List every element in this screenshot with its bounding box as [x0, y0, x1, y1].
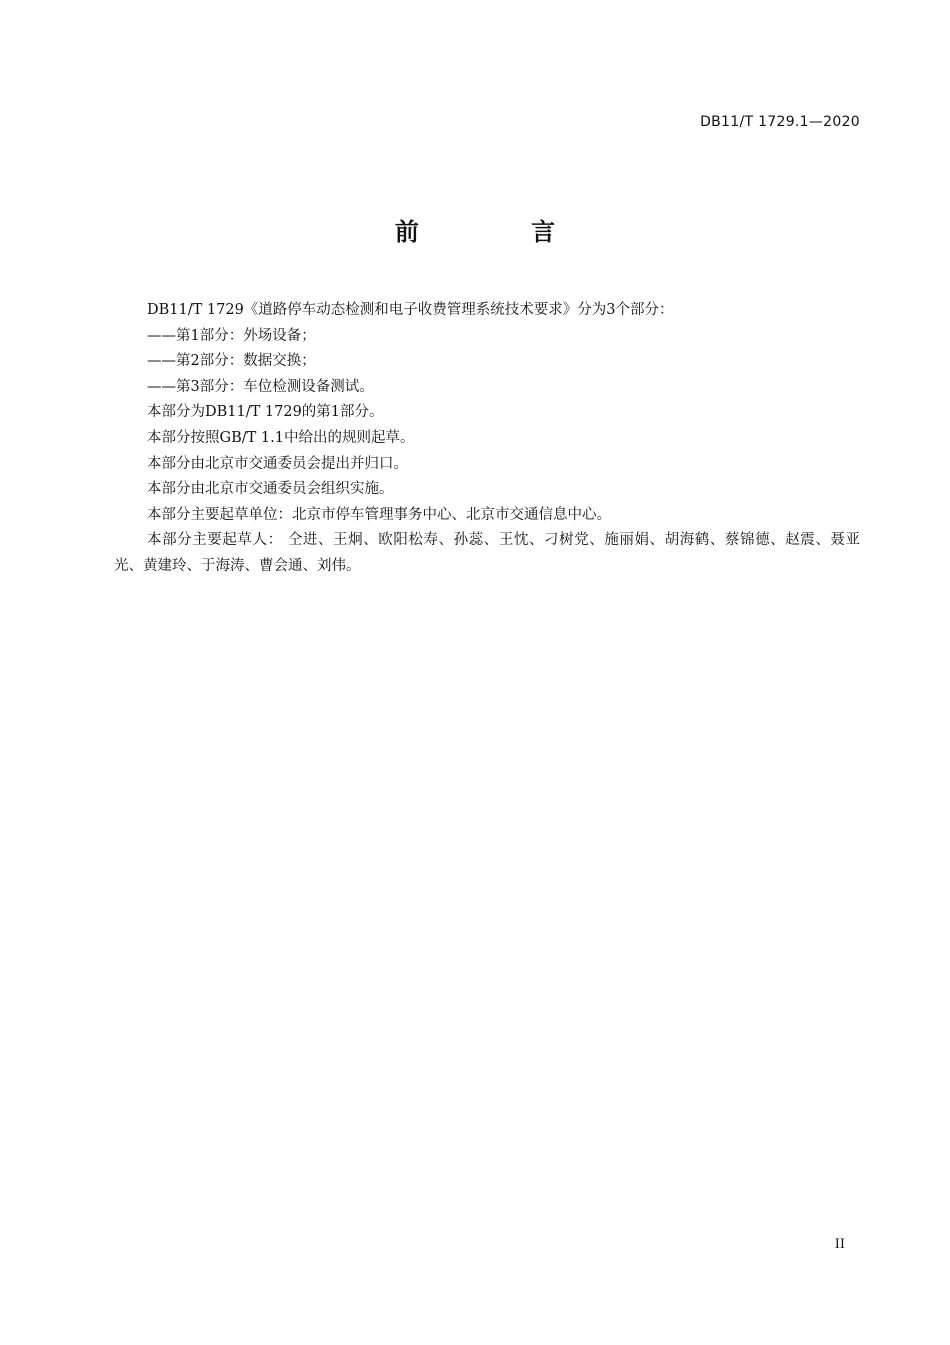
paragraph-drafters: 本部分主要起草人： 仝进、王炯、欧阳松寿、孙蕊、王忱、刁树党、施丽娟、胡海鹤、蔡锦德、赵震、聂亚光、黄建玲、于海涛、曹会通、刘伟。 [114, 532, 860, 574]
list-item-part-2: ——第2部分：数据交换； [147, 353, 316, 370]
paragraph-implemented-by: 本部分由北京市交通委员会组织实施。 [147, 481, 394, 498]
page-title: 前 言 [394, 218, 608, 246]
page-number: II [834, 1237, 845, 1252]
list-item-part-1: ——第1部分：外场设备； [147, 327, 316, 344]
foreword-body [114, 298, 860, 580]
paragraph-parts-intro: DB11/T 1729《道路停车动态检测和电子收费管理系统技术要求》分为3个部分： [147, 302, 674, 318]
list-item-part-3: ——第3部分：车位检测设备测试。 [147, 378, 374, 395]
paragraph-proposed-by: 本部分由北京市交通委员会提出并归口。 [147, 455, 408, 472]
paragraph-this-part: 本部分为DB11/T 1729的第1部分。 [147, 404, 384, 421]
paragraph-drafting-units: 本部分主要起草单位：北京市停车管理事务中心、北京市交通信息中心。 [147, 506, 611, 523]
paragraph-drafting-rules: 本部分按照GB/T 1.1中给出的规则起草。 [147, 429, 415, 446]
standard-code: DB11/T 1729.1—2020 [700, 114, 860, 130]
